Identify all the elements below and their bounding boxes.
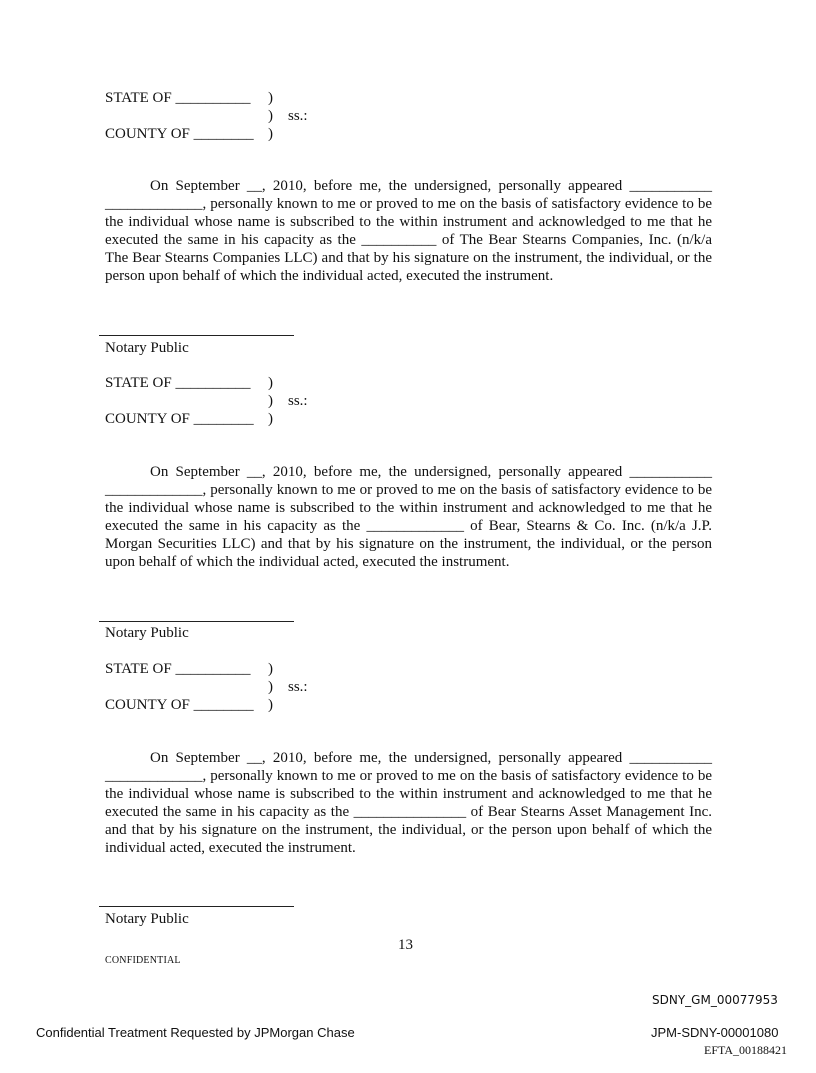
paren: ) [268, 697, 273, 713]
notary-public-label-2: Notary Public [105, 625, 189, 641]
bates-sdny-gm: SDNY_GM_00077953 [652, 993, 778, 1007]
paren: ) [268, 108, 273, 124]
paren: ) [268, 679, 273, 695]
county-label: COUNTY OF ________ [105, 126, 254, 142]
footer-bates-jpm: JPM-SDNY-00001080 [651, 1025, 779, 1040]
state-label: STATE OF __________ [105, 661, 251, 677]
paren: ) [268, 661, 273, 677]
state-label: STATE OF __________ [105, 375, 251, 391]
paragraph-text: On September __, 2010, before me, the undersigned, personally appeared ___________ _____________, personally known to me or proved to me on the basis of satisfactory evidence to be the individual whose name is subscribed to the within instrument and acknowledged to me that he executed the same in his capacity as the __________ of The Bear Stearns Companies, Inc. (n/k/a The Bear Stearns Companies LLC) and that by his signature on the instrument, the individual, or the person upon behalf of which the individual acted, executed the instrument. [105, 178, 712, 284]
page-number: 13 [398, 937, 413, 953]
county-label: COUNTY OF ________ [105, 411, 254, 427]
confidential-mark: CONFIDENTIAL [105, 955, 181, 966]
paren: ) [268, 126, 273, 142]
acknowledgment-paragraph-2 [105, 463, 712, 571]
state-label: STATE OF __________ [105, 90, 251, 106]
efta-number: EFTA_00188421 [704, 1043, 788, 1057]
county-label: COUNTY OF ________ [105, 697, 254, 713]
acknowledgment-paragraph-1 [105, 177, 712, 285]
footer-confidential-treatment: Confidential Treatment Requested by JPMorgan Chase [36, 1025, 355, 1040]
ss-label: ss.: [288, 393, 308, 409]
signature-line-3 [99, 906, 294, 907]
ss-label: ss.: [288, 108, 308, 124]
notary-public-label-3: Notary Public [105, 911, 189, 927]
signature-line-2 [99, 621, 294, 622]
paragraph-text: On September __, 2010, before me, the undersigned, personally appeared ___________ _____________, personally known to me or proved to me on the basis of satisfactory evidence to be the individual whose name is subscribed to the within instrument and acknowledged to me that he executed the same in his capacity as the _____________ of Bear, Stearns & Co. Inc. (n/k/a J.P. Morgan Securities LLC) and that by his signature on the instrument, the individual, or the person upon behalf of which the individual acted, executed the instrument. [105, 464, 712, 570]
paren: ) [268, 375, 273, 391]
paren: ) [268, 393, 273, 409]
acknowledgment-paragraph-3 [105, 749, 712, 857]
ss-label: ss.: [288, 679, 308, 695]
paragraph-text: On September __, 2010, before me, the undersigned, personally appeared ___________ _____________, personally known to me or proved to me on the basis of satisfactory evidence to be the individual whose name is subscribed to the within instrument and acknowledged to me that he executed the same in his capacity as the _______________ of Bear Stearns Asset Management Inc. and that by his signature on the instrument, the individual, or the person upon behalf of which the individual acted, executed the instrument. [105, 750, 712, 856]
notary-public-label-1: Notary Public [105, 340, 189, 356]
paren: ) [268, 411, 273, 427]
paren: ) [268, 90, 273, 106]
signature-line-1 [99, 335, 294, 336]
